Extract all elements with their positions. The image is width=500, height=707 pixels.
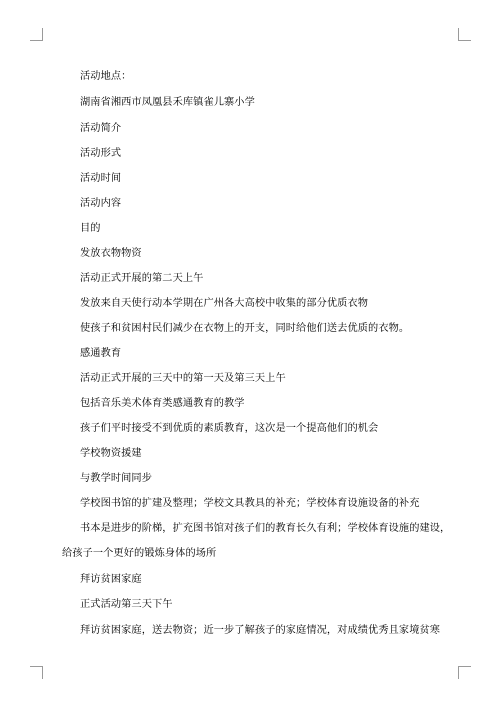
text-line: 活动正式开展的第二天上午 [80,273,204,284]
text-line: 目的 [80,223,101,234]
text-line: 活动内容 [80,198,122,209]
text-line: 活动形式 [80,148,122,159]
text-line: 湖南省湘西市凤凰县禾库镇雀儿寨小学 [80,97,255,108]
text-line: 孩子们平时接受不到优质的素质教育，这次是一个提高他们的机会 [80,423,379,434]
crop-mark-top-right [458,28,471,41]
text-line: 使孩子和贫困村民们减少在衣物上的开支，同时给他们送去优质的衣物。 [80,323,410,334]
text-line: 感通教育 [80,348,122,359]
crop-mark-bottom-left [30,666,43,679]
crop-mark-top-left [30,28,43,41]
text-line: 活动时间 [80,173,122,184]
text-line: 拜访贫困家庭，送去物资；近一步了解孩子的家庭情况，对成绩优秀且家境贫寒 [80,625,441,636]
text-line: 学校图书馆的扩建及整理；学校文具教具的补充；学校体育设施设备的补充 [80,498,420,509]
text-line: 活动正式开展的三天中的第一天及第三天上午 [80,373,286,384]
crop-mark-bottom-right [458,666,471,679]
text-line: 书本是进步的阶梯，扩充图书馆对孩子们的教育长久有利；学校体育设施的建设， [80,523,451,534]
text-line: 拜访贫困家庭 [80,574,142,585]
text-line: 发放来自天使行动本学期在广州各大高校中收集的部分优质衣物 [80,298,369,309]
text-line: 给孩子一个更好的锻炼身体的场所 [62,548,217,559]
text-line: 活动简介 [80,123,122,134]
text-line: 包括音乐美术体育类感通教育的教学 [80,398,245,409]
text-line: 正式活动第三天下午 [80,599,173,610]
text-line: 学校物资援建 [80,448,142,459]
text-line: 活动地点： [80,71,132,82]
text-line: 与教学时间同步 [80,473,153,484]
text-line: 发放衣物物资 [80,248,142,259]
